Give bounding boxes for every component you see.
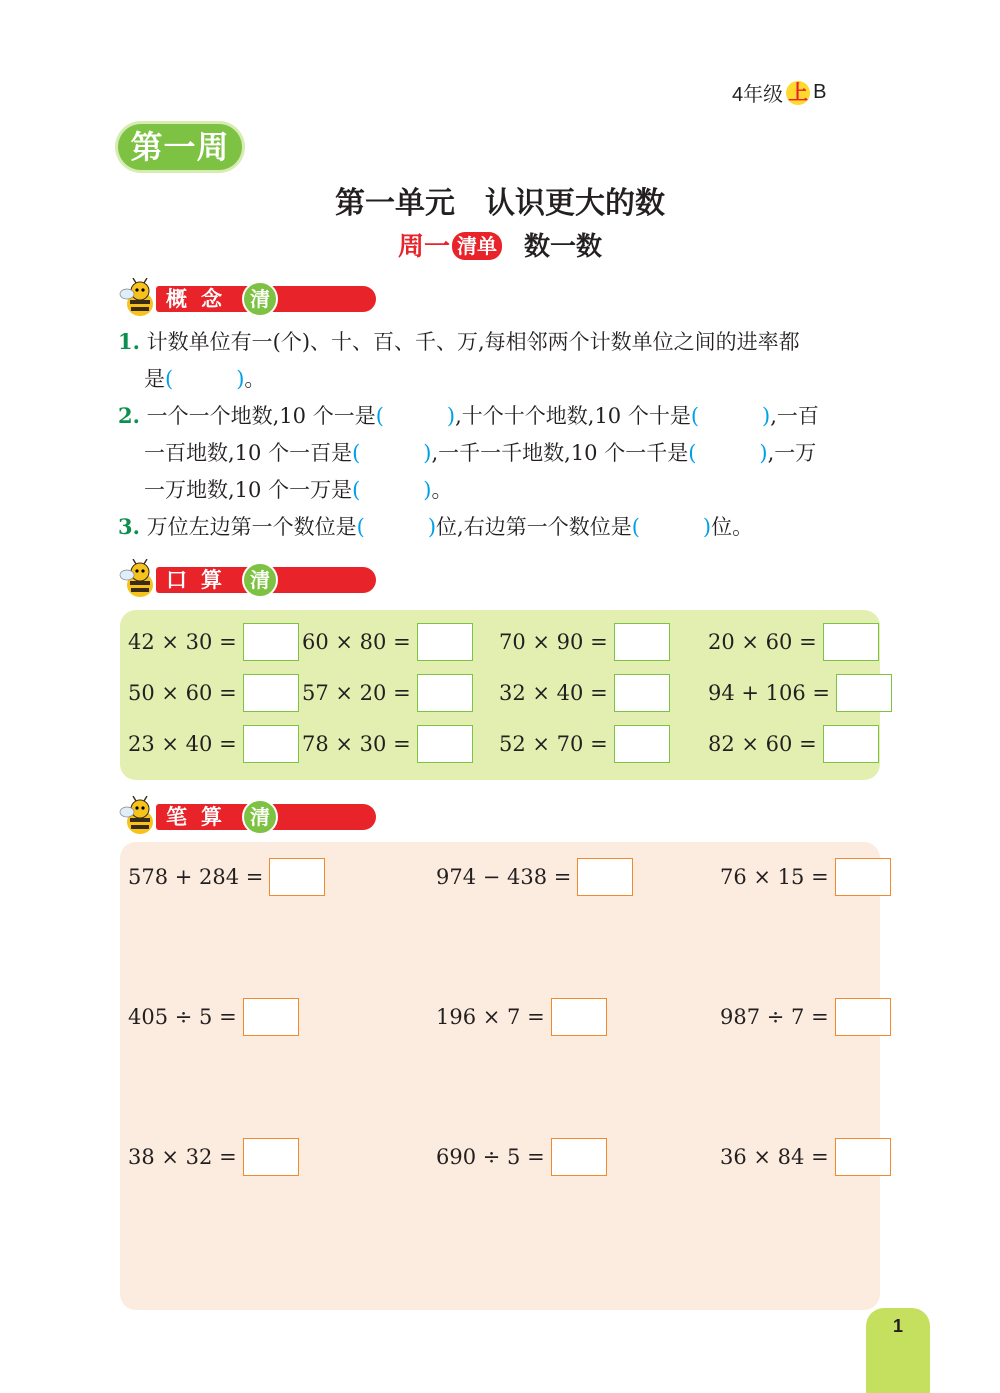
problem-text: 578 + 284 =	[128, 865, 264, 889]
problem-text: 38 × 32 =	[128, 1145, 237, 1169]
answer-blank[interactable]: ( )	[688, 441, 768, 465]
answer-blank[interactable]: ( )	[631, 515, 712, 539]
answer-box[interactable]	[614, 725, 670, 763]
question-2	[118, 397, 888, 509]
question-text: ,一百	[770, 404, 819, 428]
day-subtitle	[0, 226, 1000, 263]
oral-problem	[708, 725, 879, 763]
problem-text: 36 × 84 =	[720, 1145, 829, 1169]
problem-text: 42 × 30 =	[128, 630, 237, 654]
grade-label	[732, 78, 826, 107]
answer-blank[interactable]: ( )	[352, 478, 432, 502]
problem-text: 57 × 20 =	[302, 681, 411, 705]
written-problem	[720, 1138, 891, 1176]
question-number: 2.	[118, 403, 140, 428]
answer-blank[interactable]: ( )	[375, 404, 456, 428]
unit-title: 第一单元 认识更大的数	[335, 186, 665, 221]
answer-box[interactable]	[417, 674, 473, 712]
oral-problem	[128, 623, 299, 661]
answer-blank[interactable]: ( )	[690, 404, 771, 428]
problem-text: 405 ÷ 5 =	[128, 1005, 237, 1029]
question-text: 一万地数,10 个一万是	[144, 478, 353, 502]
answer-box[interactable]	[835, 998, 891, 1036]
oral-problem	[302, 725, 473, 763]
question-text: 一百地数,10 个一百是	[144, 441, 353, 465]
oral-problem	[499, 674, 670, 712]
problem-text: 20 × 60 =	[708, 630, 817, 654]
question-text: ,一千一千地数,10 个一千是	[431, 441, 689, 465]
answer-box[interactable]	[269, 858, 325, 896]
problem-text: 987 ÷ 7 =	[720, 1005, 829, 1029]
oral-problem	[302, 674, 473, 712]
answer-box[interactable]	[417, 623, 473, 661]
problem-text: 23 × 40 =	[128, 732, 237, 756]
written-problem	[128, 998, 299, 1036]
question-1	[118, 323, 888, 398]
answer-blank[interactable]: ( )	[352, 441, 432, 465]
written-problem	[720, 858, 891, 896]
question-number: 3.	[118, 514, 140, 539]
problem-text: 70 × 90 =	[499, 630, 608, 654]
answer-box[interactable]	[823, 725, 879, 763]
section-label: 笔算	[156, 804, 376, 830]
written-problem	[436, 858, 633, 896]
problem-text: 50 × 60 =	[128, 681, 237, 705]
page-number: 1	[866, 1308, 930, 1393]
oral-problem	[708, 623, 879, 661]
answer-box[interactable]	[551, 1138, 607, 1176]
answer-box[interactable]	[243, 674, 299, 712]
qing-badge-icon: 清	[242, 562, 278, 598]
answer-box[interactable]	[835, 858, 891, 896]
question-text: 一个一个地数,10 个一是	[146, 404, 376, 428]
term-circle: 上	[788, 81, 809, 104]
question-text: 位。	[711, 515, 754, 539]
problem-text: 690 ÷ 5 =	[436, 1145, 545, 1169]
section-label: 概念	[156, 286, 376, 312]
oral-problem	[128, 674, 299, 712]
answer-box[interactable]	[417, 725, 473, 763]
question-text: 位,右边第一个数位是	[436, 515, 632, 539]
question-text: 计数单位有一(个)、十、百、千、万,每相邻两个计数单位之间的进率都	[146, 330, 800, 354]
qing-badge-icon: 清	[242, 799, 278, 835]
answer-box[interactable]	[243, 725, 299, 763]
question-number: 1.	[118, 329, 140, 354]
question-text: ,十个十个地数,10 个十是	[455, 404, 691, 428]
answer-blank[interactable]: ( )	[356, 515, 437, 539]
answer-box[interactable]	[614, 623, 670, 661]
problem-text: 82 × 60 =	[708, 732, 817, 756]
written-problem	[720, 998, 891, 1036]
oral-problem	[499, 725, 670, 763]
written-problem	[436, 998, 607, 1036]
problem-text: 94 + 106 =	[708, 681, 831, 705]
problem-text: 60 × 80 =	[302, 630, 411, 654]
problem-text: 974 − 438 =	[436, 865, 572, 889]
question-text: 是	[144, 367, 165, 391]
bee-mascot-icon	[118, 796, 162, 836]
edition-letter: B	[813, 81, 827, 103]
problem-text: 32 × 40 =	[499, 681, 608, 705]
written-problem	[128, 1138, 299, 1176]
bee-mascot-icon	[118, 278, 162, 318]
grade-text: 4年级	[732, 84, 784, 106]
oral-problem	[302, 623, 473, 661]
answer-box[interactable]	[577, 858, 633, 896]
answer-box[interactable]	[823, 623, 879, 661]
answer-blank[interactable]: ( )	[165, 367, 245, 391]
bee-mascot-icon	[118, 559, 162, 599]
list-pill: 清单	[452, 232, 502, 260]
oral-problem	[708, 674, 892, 712]
qing-badge-icon: 清	[242, 281, 278, 317]
problem-text: 196 × 7 =	[436, 1005, 545, 1029]
answer-box[interactable]	[243, 998, 299, 1036]
problem-text: 76 × 15 =	[720, 865, 829, 889]
question-text: ,一万	[767, 441, 817, 465]
section-label: 口算	[156, 567, 376, 593]
week-badge: 第一周	[118, 124, 242, 170]
answer-box[interactable]	[836, 674, 892, 712]
written-problem	[128, 858, 325, 896]
written-calculation-panel	[120, 842, 880, 1310]
day-label: 周一	[397, 232, 450, 262]
oral-problem	[499, 623, 670, 661]
answer-box[interactable]	[614, 674, 670, 712]
question-text: 。	[244, 367, 266, 391]
written-problem	[436, 1138, 607, 1176]
answer-box[interactable]	[243, 1138, 299, 1176]
topic-label: 数一数	[524, 232, 603, 262]
answer-box[interactable]	[835, 1138, 891, 1176]
question-3	[118, 508, 888, 546]
problem-text: 78 × 30 =	[302, 732, 411, 756]
problem-text: 52 × 70 =	[499, 732, 608, 756]
question-text: 。	[431, 478, 453, 502]
question-text: 万位左边第一个数位是	[146, 515, 357, 539]
answer-box[interactable]	[243, 623, 299, 661]
oral-problem	[128, 725, 299, 763]
answer-box[interactable]	[551, 998, 607, 1036]
